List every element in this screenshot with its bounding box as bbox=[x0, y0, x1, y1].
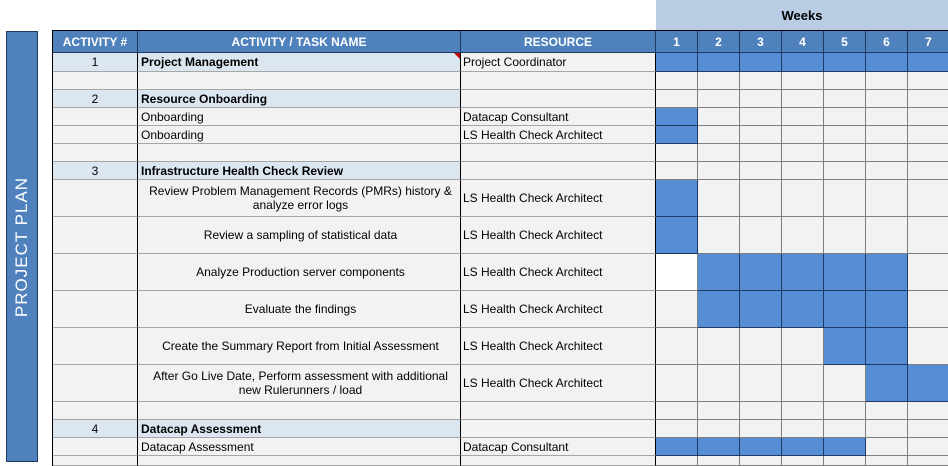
task-name-cell[interactable]: Onboarding bbox=[138, 126, 461, 144]
week-6-cell[interactable] bbox=[866, 53, 908, 72]
header-week-2[interactable]: 2 bbox=[698, 31, 740, 53]
activity-num-cell[interactable]: 4 bbox=[53, 420, 138, 438]
week-4-cell[interactable] bbox=[782, 72, 824, 90]
project-plan-text: PROJECT PLAN bbox=[12, 176, 31, 317]
header-task-name[interactable]: ACTIVITY / TASK NAME bbox=[138, 31, 461, 53]
task-name-cell[interactable]: Project Management bbox=[138, 53, 461, 72]
week-3-cell[interactable] bbox=[740, 456, 782, 466]
task-name-cell[interactable]: Resource Onboarding bbox=[138, 90, 461, 108]
week-5-cell[interactable] bbox=[824, 180, 866, 217]
activity-num-cell[interactable]: 3 bbox=[53, 162, 138, 180]
header-week-6[interactable]: 6 bbox=[866, 31, 908, 53]
week-4-cell[interactable] bbox=[782, 328, 824, 365]
task-name-cell[interactable]: Datacap Assessment bbox=[138, 420, 461, 438]
activity-num-cell[interactable] bbox=[53, 254, 138, 291]
week-1-cell[interactable] bbox=[656, 126, 698, 144]
week-7-cell[interactable] bbox=[908, 438, 948, 456]
task-name-cell[interactable] bbox=[138, 456, 461, 466]
week-6-cell[interactable] bbox=[866, 291, 908, 328]
week-7-cell[interactable] bbox=[908, 217, 948, 254]
week-1-cell[interactable] bbox=[656, 438, 698, 456]
week-1-cell[interactable] bbox=[656, 217, 698, 254]
week-2-cell[interactable] bbox=[698, 180, 740, 217]
week-3-cell[interactable] bbox=[740, 108, 782, 126]
week-5-cell[interactable] bbox=[824, 126, 866, 144]
task-name-cell[interactable]: Analyze Production server components bbox=[138, 254, 461, 291]
task-name-cell[interactable] bbox=[138, 72, 461, 90]
week-2-cell[interactable] bbox=[698, 291, 740, 328]
week-7-cell[interactable] bbox=[908, 108, 948, 126]
week-3-cell[interactable] bbox=[740, 365, 782, 402]
week-6-cell[interactable] bbox=[866, 72, 908, 90]
header-activity-num[interactable]: ACTIVITY # bbox=[53, 31, 138, 53]
week-1-cell[interactable] bbox=[656, 254, 698, 291]
week-6-cell[interactable] bbox=[866, 217, 908, 254]
week-3-cell[interactable] bbox=[740, 162, 782, 180]
week-1-cell[interactable] bbox=[656, 420, 698, 438]
week-4-cell[interactable] bbox=[782, 438, 824, 456]
week-7-cell[interactable] bbox=[908, 254, 948, 291]
week-7-cell[interactable] bbox=[908, 90, 948, 108]
week-2-cell[interactable] bbox=[698, 456, 740, 466]
resource-cell[interactable] bbox=[461, 456, 656, 466]
week-4-cell[interactable] bbox=[782, 53, 824, 72]
week-2-cell[interactable] bbox=[698, 420, 740, 438]
week-5-cell[interactable] bbox=[824, 108, 866, 126]
week-5-cell[interactable] bbox=[824, 53, 866, 72]
resource-cell[interactable]: Project Coordinator bbox=[461, 53, 656, 72]
week-4-cell[interactable] bbox=[782, 420, 824, 438]
task-name-cell[interactable] bbox=[138, 144, 461, 162]
header-week-4[interactable]: 4 bbox=[782, 31, 824, 53]
week-7-cell[interactable] bbox=[908, 53, 948, 72]
week-4-cell[interactable] bbox=[782, 144, 824, 162]
week-2-cell[interactable] bbox=[698, 438, 740, 456]
activity-num-cell[interactable] bbox=[53, 217, 138, 254]
activity-num-cell[interactable] bbox=[53, 126, 138, 144]
task-name-cell[interactable]: After Go Live Date, Perform assessment with additional new Rulerunners / load bbox=[138, 365, 461, 402]
task-name-cell[interactable]: Review Problem Management Records (PMRs) history & analyze error logs bbox=[138, 180, 461, 217]
week-4-cell[interactable] bbox=[782, 456, 824, 466]
week-3-cell[interactable] bbox=[740, 144, 782, 162]
week-4-cell[interactable] bbox=[782, 90, 824, 108]
week-1-cell[interactable] bbox=[656, 162, 698, 180]
header-resource[interactable]: RESOURCE bbox=[461, 31, 656, 53]
activity-num-cell[interactable] bbox=[53, 365, 138, 402]
week-6-cell[interactable] bbox=[866, 162, 908, 180]
week-2-cell[interactable] bbox=[698, 402, 740, 420]
week-6-cell[interactable] bbox=[866, 365, 908, 402]
activity-num-cell[interactable] bbox=[53, 438, 138, 456]
resource-cell[interactable]: LS Health Check Architect bbox=[461, 180, 656, 217]
task-name-cell[interactable]: Onboarding bbox=[138, 108, 461, 126]
week-1-cell[interactable] bbox=[656, 90, 698, 108]
week-5-cell[interactable] bbox=[824, 90, 866, 108]
week-1-cell[interactable] bbox=[656, 456, 698, 466]
task-name-cell[interactable]: Review a sampling of statistical data bbox=[138, 217, 461, 254]
activity-num-cell[interactable] bbox=[53, 291, 138, 328]
resource-cell[interactable]: Datacap Consultant bbox=[461, 438, 656, 456]
header-week-7[interactable]: 7 bbox=[908, 31, 948, 53]
week-5-cell[interactable] bbox=[824, 144, 866, 162]
week-1-cell[interactable] bbox=[656, 365, 698, 402]
week-6-cell[interactable] bbox=[866, 108, 908, 126]
week-4-cell[interactable] bbox=[782, 365, 824, 402]
week-7-cell[interactable] bbox=[908, 456, 948, 466]
week-1-cell[interactable] bbox=[656, 72, 698, 90]
week-3-cell[interactable] bbox=[740, 291, 782, 328]
week-6-cell[interactable] bbox=[866, 180, 908, 217]
week-4-cell[interactable] bbox=[782, 180, 824, 217]
project-plan-grid bbox=[52, 30, 948, 466]
resource-cell[interactable] bbox=[461, 72, 656, 90]
task-name-cell[interactable]: Infrastructure Health Check Review bbox=[138, 162, 461, 180]
resource-cell[interactable]: LS Health Check Architect bbox=[461, 217, 656, 254]
week-4-cell[interactable] bbox=[782, 162, 824, 180]
week-4-cell[interactable] bbox=[782, 402, 824, 420]
week-1-cell[interactable] bbox=[656, 402, 698, 420]
week-3-cell[interactable] bbox=[740, 402, 782, 420]
week-3-cell[interactable] bbox=[740, 420, 782, 438]
week-2-cell[interactable] bbox=[698, 126, 740, 144]
resource-cell[interactable] bbox=[461, 402, 656, 420]
task-name-cell[interactable] bbox=[138, 402, 461, 420]
week-6-cell[interactable] bbox=[866, 144, 908, 162]
resource-cell[interactable] bbox=[461, 90, 656, 108]
week-2-cell[interactable] bbox=[698, 108, 740, 126]
week-7-cell[interactable] bbox=[908, 365, 948, 402]
week-6-cell[interactable] bbox=[866, 328, 908, 365]
week-2-cell[interactable] bbox=[698, 365, 740, 402]
week-3-cell[interactable] bbox=[740, 90, 782, 108]
week-5-cell[interactable] bbox=[824, 365, 866, 402]
header-week-1[interactable]: 1 bbox=[656, 31, 698, 53]
week-6-cell[interactable] bbox=[866, 126, 908, 144]
week-7-cell[interactable] bbox=[908, 402, 948, 420]
week-4-cell[interactable] bbox=[782, 254, 824, 291]
week-7-cell[interactable] bbox=[908, 144, 948, 162]
activity-num-cell[interactable] bbox=[53, 402, 138, 420]
activity-num-cell[interactable] bbox=[53, 456, 138, 466]
resource-cell[interactable] bbox=[461, 162, 656, 180]
header-week-3[interactable]: 3 bbox=[740, 31, 782, 53]
resource-cell[interactable]: LS Health Check Architect bbox=[461, 328, 656, 365]
week-6-cell[interactable] bbox=[866, 254, 908, 291]
activity-num-cell[interactable] bbox=[53, 328, 138, 365]
weeks-header: Weeks bbox=[656, 0, 948, 30]
activity-num-cell[interactable] bbox=[53, 144, 138, 162]
week-5-cell[interactable] bbox=[824, 438, 866, 456]
week-3-cell[interactable] bbox=[740, 438, 782, 456]
header-week-5[interactable]: 5 bbox=[824, 31, 866, 53]
week-3-cell[interactable] bbox=[740, 53, 782, 72]
week-1-cell[interactable] bbox=[656, 144, 698, 162]
week-5-cell[interactable] bbox=[824, 162, 866, 180]
week-2-cell[interactable] bbox=[698, 53, 740, 72]
week-2-cell[interactable] bbox=[698, 162, 740, 180]
resource-cell[interactable]: LS Health Check Architect bbox=[461, 291, 656, 328]
week-2-cell[interactable] bbox=[698, 217, 740, 254]
week-5-cell[interactable] bbox=[824, 456, 866, 466]
week-4-cell[interactable] bbox=[782, 217, 824, 254]
week-5-cell[interactable] bbox=[824, 420, 866, 438]
week-1-cell[interactable] bbox=[656, 53, 698, 72]
week-5-cell[interactable] bbox=[824, 328, 866, 365]
resource-cell[interactable]: LS Health Check Architect bbox=[461, 254, 656, 291]
week-7-cell[interactable] bbox=[908, 72, 948, 90]
week-4-cell[interactable] bbox=[782, 291, 824, 328]
comment-marker-icon[interactable] bbox=[454, 53, 460, 59]
week-3-cell[interactable] bbox=[740, 126, 782, 144]
week-5-cell[interactable] bbox=[824, 291, 866, 328]
week-1-cell[interactable] bbox=[656, 328, 698, 365]
activity-num-cell[interactable] bbox=[53, 72, 138, 90]
task-name-cell[interactable]: Create the Summary Report from Initial Assessment bbox=[138, 328, 461, 365]
activity-num-cell[interactable]: 1 bbox=[53, 53, 138, 72]
week-2-cell[interactable] bbox=[698, 254, 740, 291]
week-6-cell[interactable] bbox=[866, 420, 908, 438]
week-3-cell[interactable] bbox=[740, 254, 782, 291]
week-3-cell[interactable] bbox=[740, 180, 782, 217]
project-plan-side-label bbox=[6, 31, 38, 462]
week-5-cell[interactable] bbox=[824, 72, 866, 90]
week-7-cell[interactable] bbox=[908, 420, 948, 438]
week-7-cell[interactable] bbox=[908, 162, 948, 180]
activity-num-cell[interactable] bbox=[53, 108, 138, 126]
week-3-cell[interactable] bbox=[740, 217, 782, 254]
week-6-cell[interactable] bbox=[866, 456, 908, 466]
week-3-cell[interactable] bbox=[740, 328, 782, 365]
week-2-cell[interactable] bbox=[698, 328, 740, 365]
week-1-cell[interactable] bbox=[656, 291, 698, 328]
week-2-cell[interactable] bbox=[698, 90, 740, 108]
activity-num-cell[interactable]: 2 bbox=[53, 90, 138, 108]
week-3-cell[interactable] bbox=[740, 72, 782, 90]
week-5-cell[interactable] bbox=[824, 254, 866, 291]
week-2-cell[interactable] bbox=[698, 144, 740, 162]
resource-cell[interactable]: Datacap Consultant bbox=[461, 108, 656, 126]
week-6-cell[interactable] bbox=[866, 90, 908, 108]
week-1-cell[interactable] bbox=[656, 180, 698, 217]
week-7-cell[interactable] bbox=[908, 291, 948, 328]
week-5-cell[interactable] bbox=[824, 217, 866, 254]
resource-cell[interactable]: LS Health Check Architect bbox=[461, 126, 656, 144]
week-4-cell[interactable] bbox=[782, 108, 824, 126]
activity-num-cell[interactable] bbox=[53, 180, 138, 217]
week-1-cell[interactable] bbox=[656, 108, 698, 126]
week-2-cell[interactable] bbox=[698, 72, 740, 90]
week-7-cell[interactable] bbox=[908, 180, 948, 217]
week-6-cell[interactable] bbox=[866, 438, 908, 456]
resource-cell[interactable] bbox=[461, 144, 656, 162]
week-7-cell[interactable] bbox=[908, 328, 948, 365]
task-name-cell[interactable]: Evaluate the findings bbox=[138, 291, 461, 328]
week-7-cell[interactable] bbox=[908, 126, 948, 144]
week-5-cell[interactable] bbox=[824, 402, 866, 420]
week-4-cell[interactable] bbox=[782, 126, 824, 144]
week-6-cell[interactable] bbox=[866, 402, 908, 420]
resource-cell[interactable]: LS Health Check Architect bbox=[461, 365, 656, 402]
resource-cell[interactable] bbox=[461, 420, 656, 438]
task-name-cell[interactable]: Datacap Assessment bbox=[138, 438, 461, 456]
